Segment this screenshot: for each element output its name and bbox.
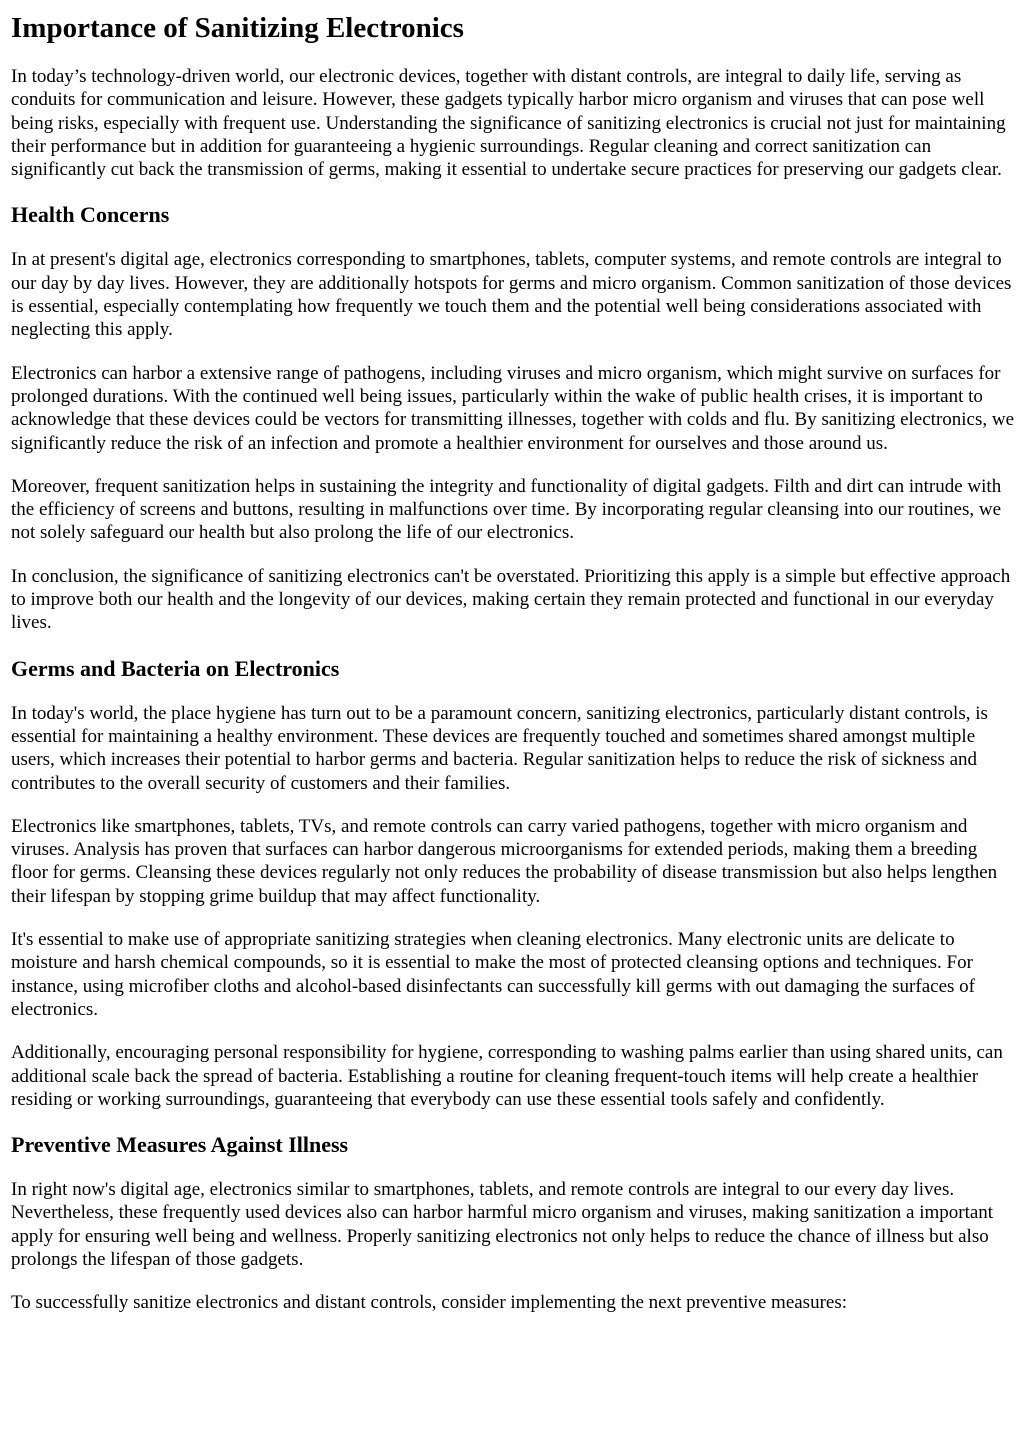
page-title: Importance of Sanitizing Electronics [11,12,464,44]
paragraph: Additionally, encouraging personal responsibility for hygiene, corresponding to washing palms earlier than using shared units, can additional scale back the spread of bacteria. Establishing a routine for cleaning frequent-touch items will help create a healthier residing or working surroundings, guaranteeing that everybody can use these essential tools safely and confidently. [11,1042,1003,1110]
article [0,10,1024,1315]
paragraph: It's essential to make use of appropriate sanitizing strategies when cleaning electronics. Many electronic units are delicate to moisture and harsh chemical compounds, so it is essential to make the most of protected cleansing options and techniques. For instance, using microfiber cloths and alcohol-based disinfectants can successfully kill germs with out damaging the surfaces of electronics. [11,929,975,1020]
paragraph: Electronics can harbor a extensive range of pathogens, including viruses and micro organism, which might survive on surfaces for prolonged durations. With the continued well being issues, particularly within the wake of public health crises, it is important to acknowledge that these devices could be vectors for transmitting illnesses, together with colds and flu. By sanitizing electronics, we significantly reduce the risk of an infection and promote a healthier environment for ourselves and those around us. [11,362,1015,454]
paragraph: In at present's digital age, electronics corresponding to smartphones, tablets, computer systems, and remote controls are integral to our day by day lives. However, they are additionally hotspots for germs and micro organism. Common sanitization of those devices is essential, especially contemplating how frequently we touch them and the potential well being considerations associated with neglecting this apply. [11,249,1012,341]
paragraph: In conclusion, the significance of sanitizing electronics can't be overstated. Prioritizing this apply is a simple but effective approach to improve both our health and the longevity of our devices, making certain they remain protected and functional in our everyday lives. [11,565,1011,634]
section-heading-health-concerns: Health Concerns [11,202,170,228]
paragraph: To successfully sanitize electronics and distant controls, consider implementing the next preventive measures: [11,1292,848,1314]
paragraph: Moreover, frequent sanitization helps in sustaining the integrity and functionality of digital gadgets. Filth and dirt can intrude with the efficiency of screens and buttons, resulting in malfunctions over time. By incorporating regular cleansing into our routines, we not solely safeguard our health but also prolong the life of our electronics. [11,475,1002,544]
intro-paragraph: In today’s technology-driven world, our electronic devices, together with distant controls, are integral to daily life, serving as conduits for communication and leisure. However, these gadgets typically harbor micro organism and viruses that can pose well being risks, especially with frequent use. Understanding the significance of sanitizing electronics is crucial not just for maintaining their performance but in addition for guaranteeing a hygienic surroundings. Regular cleaning and correct sanitization can significantly cut back the transmission of germs, making it essential to undertake secure practices for preserving our gadgets clear. [11,66,1006,181]
section-heading-germs-and-bacteria: Germs and Bacteria on Electronics [11,655,340,681]
paragraph: In today's world, the place hygiene has turn out to be a paramount concern, sanitizing electronics, particularly distant controls, is essential for maintaining a healthy environment. These devices are frequently touched and sometimes shared amongst multiple users, which increases their potential to harbor germs and bacteria. Regular sanitization helps to reduce the risk of sickness and contributes to the overall security of customers and their families. [11,702,988,794]
paragraph: In right now's digital age, electronics similar to smartphones, tablets, and remote controls are integral to our every day lives. Nevertheless, these frequently used devices also can harbor harmful micro organism and viruses, making sanitization a important apply for ensuring well being and wellness. Properly sanitizing electronics not only helps to reduce the chance of illness but also prolongs the lifespan of those gadgets. [11,1179,994,1270]
section-heading-preventive-measures: Preventive Measures Against Illness [11,1132,349,1158]
paragraph: Electronics like smartphones, tablets, TVs, and remote controls can carry varied pathogens, together with micro organism and viruses. Analysis has proven that surfaces can harbor dangerous microorganisms for extended periods, making them a breeding floor for germs. Cleansing these devices regularly not only reduces the probability of disease transmission but also helps lengthen their lifespan by stopping grime buildup that may affect functionality. [11,815,998,907]
